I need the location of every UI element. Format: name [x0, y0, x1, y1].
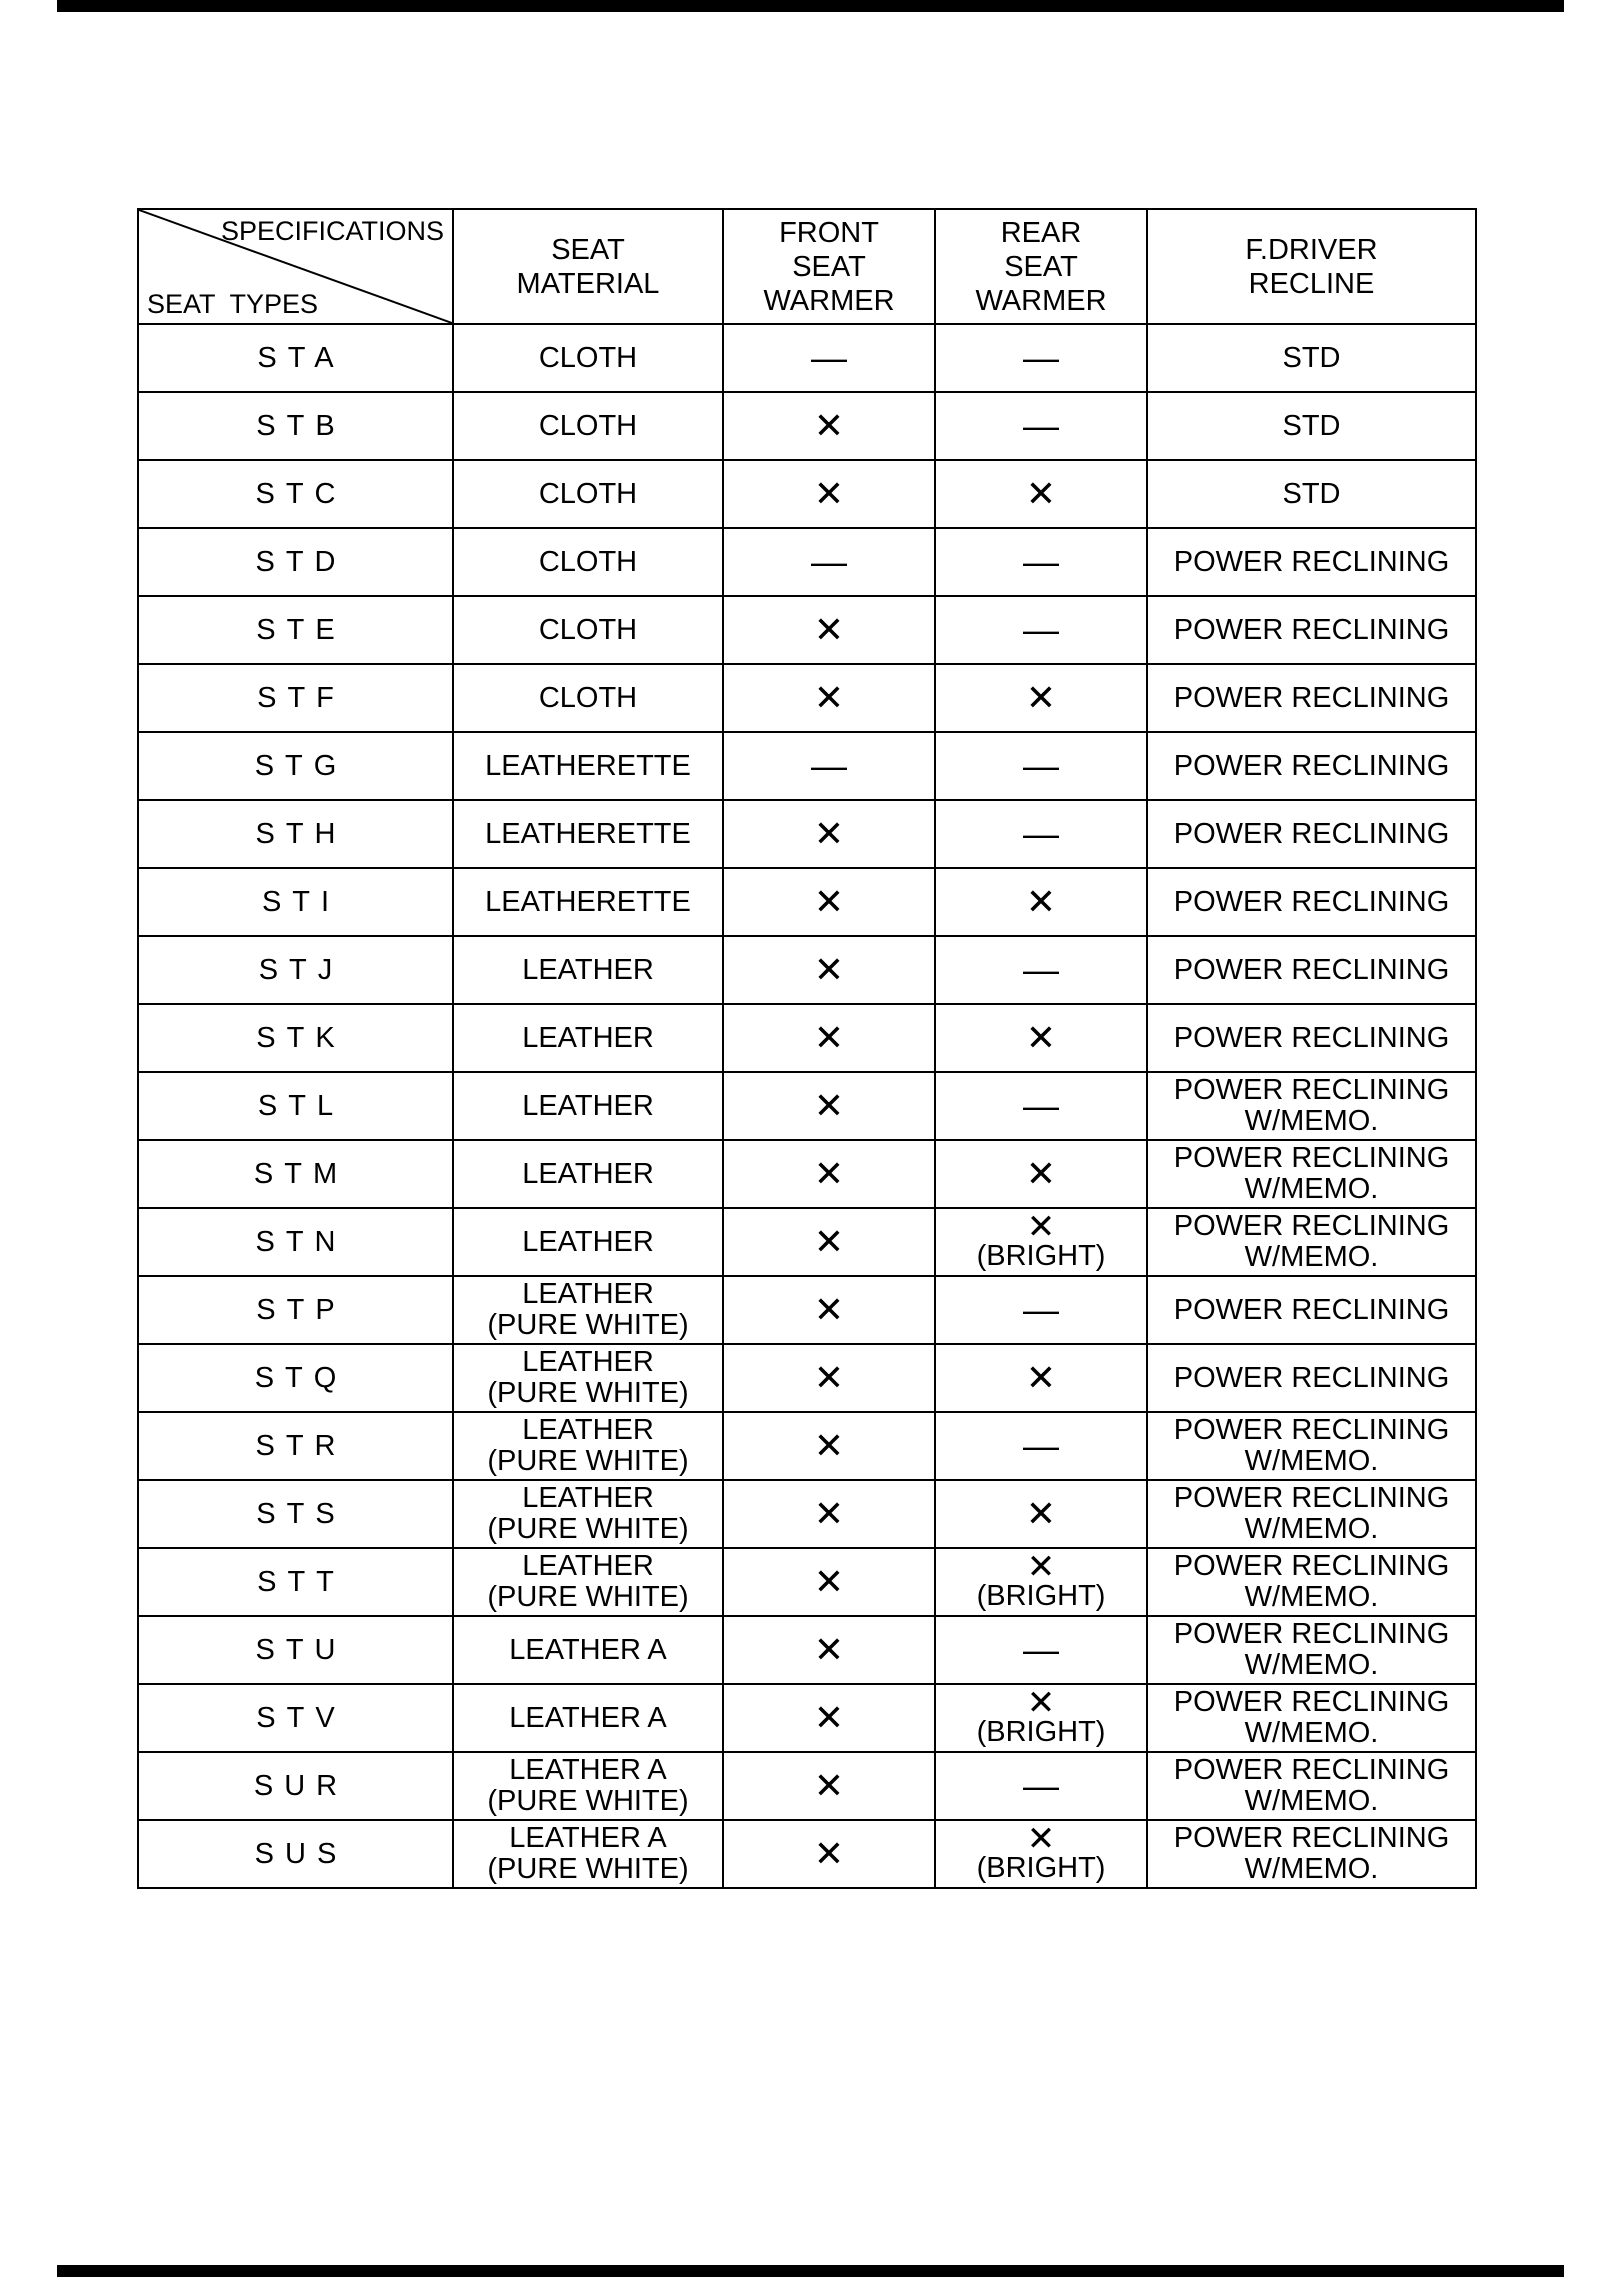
seat-material-cell [453, 392, 723, 460]
seat-type-code: STJ [138, 936, 453, 1004]
cell-text: LEATHER [522, 1414, 654, 1446]
cell-text: CLOTH [538, 341, 638, 374]
dash-icon: — [811, 337, 847, 378]
seat-type-code: SUR [138, 1752, 453, 1820]
rear-seat-warmer-cell [935, 1344, 1147, 1412]
rear-seat-warmer-cell [935, 1208, 1147, 1276]
front-seat-warmer-cell [723, 1208, 935, 1276]
f-driver-recline-cell [1147, 1276, 1476, 1344]
cell-text: POWER RECLINING [1173, 1361, 1450, 1394]
seat-type-code: STN [138, 1208, 453, 1276]
cell-text: STD [1282, 477, 1341, 510]
front-seat-warmer-cell [723, 460, 935, 528]
cross-icon: ✕ [813, 473, 845, 514]
top-rule [57, 0, 1564, 12]
rear-seat-warmer-cell [935, 596, 1147, 664]
seat-material-cell [453, 596, 723, 664]
table-row [138, 800, 1476, 868]
cell-text: POWER RECLINING [1173, 1210, 1450, 1242]
cross-icon: ✕ [1026, 1684, 1056, 1722]
dash-icon: — [1023, 813, 1059, 854]
specifications-label: SPECIFICATIONS [220, 216, 444, 246]
cell-text: (PURE WHITE) [487, 1445, 689, 1477]
table-row [138, 732, 1476, 800]
seat-material-cell [453, 1276, 723, 1344]
cell-text: W/MEMO. [1244, 1513, 1379, 1545]
seat-type-code: STA [138, 324, 453, 392]
cell-text: LEATHER [522, 1550, 654, 1582]
table-row [138, 936, 1476, 1004]
seat-material-cell [453, 868, 723, 936]
cross-icon: ✕ [1025, 1017, 1057, 1058]
cell-text: W/MEMO. [1244, 1717, 1379, 1749]
cross-icon: ✕ [813, 405, 845, 446]
seat-material-cell [453, 1412, 723, 1480]
cell-text: POWER RECLINING [1173, 1482, 1450, 1514]
seat-material-cell [453, 1140, 723, 1208]
cell-text: W/MEMO. [1244, 1445, 1379, 1477]
front-seat-warmer-cell [723, 1276, 935, 1344]
front-seat-warmer-header: FRONT SEAT WARMER [723, 209, 935, 324]
cell-text: POWER RECLINING [1173, 1414, 1450, 1446]
dash-icon: — [1023, 405, 1059, 446]
f-driver-recline-cell [1147, 732, 1476, 800]
cell-text: POWER RECLINING [1173, 1618, 1450, 1650]
front-seat-warmer-cell [723, 1820, 935, 1888]
cell-text: W/MEMO. [1244, 1173, 1379, 1205]
cell-text: POWER RECLINING [1173, 1754, 1450, 1786]
cross-icon: ✕ [813, 949, 845, 990]
cell-text: POWER RECLINING [1173, 1142, 1450, 1174]
cell-text: LEATHERETTE [485, 817, 691, 850]
f-driver-recline-cell [1147, 1412, 1476, 1480]
cell-text: LEATHERETTE [485, 885, 691, 918]
rear-seat-warmer-cell [935, 1820, 1147, 1888]
cross-icon: ✕ [813, 1765, 845, 1806]
seat-material-cell [453, 1752, 723, 1820]
cross-icon: ✕ [813, 1017, 845, 1058]
front-seat-warmer-cell [723, 1684, 935, 1752]
cell-text: LEATHER [522, 1346, 654, 1378]
seat-spec-table [137, 208, 1477, 1889]
f-driver-recline-cell [1147, 1752, 1476, 1820]
cell-text: CLOTH [538, 681, 638, 714]
cell-text: CLOTH [538, 409, 638, 442]
front-seat-warmer-cell [723, 1072, 935, 1140]
cross-icon: ✕ [813, 1561, 845, 1602]
rear-seat-warmer-header: REAR SEAT WARMER [935, 209, 1147, 324]
seat-types-label: SEAT TYPES [147, 289, 319, 319]
rear-seat-warmer-cell [935, 1616, 1147, 1684]
dash-icon: — [1023, 337, 1059, 378]
table-row [138, 1480, 1476, 1548]
f-driver-recline-cell [1147, 596, 1476, 664]
seat-material-cell [453, 1616, 723, 1684]
seat-material-cell [453, 1548, 723, 1616]
f-driver-recline-cell [1147, 1480, 1476, 1548]
cross-icon: ✕ [813, 1153, 845, 1194]
rear-seat-warmer-cell [935, 1480, 1147, 1548]
dash-icon: — [1023, 1425, 1059, 1466]
seat-type-code: STM [138, 1140, 453, 1208]
cell-text: LEATHER [522, 1482, 654, 1514]
dash-icon: — [811, 745, 847, 786]
seat-type-code: STP [138, 1276, 453, 1344]
seat-material-cell [453, 324, 723, 392]
seat-type-code: STH [138, 800, 453, 868]
rear-seat-warmer-cell [935, 1684, 1147, 1752]
f-driver-recline-cell [1147, 664, 1476, 732]
rear-seat-warmer-cell [935, 1412, 1147, 1480]
seat-type-code: STF [138, 664, 453, 732]
cross-icon: ✕ [1025, 1493, 1057, 1534]
dash-icon: — [1023, 1629, 1059, 1670]
bottom-rule [57, 2265, 1564, 2277]
seat-material-cell [453, 732, 723, 800]
cell-text: POWER RECLINING [1173, 1686, 1450, 1718]
f-driver-recline-cell [1147, 868, 1476, 936]
f-driver-recline-cell [1147, 460, 1476, 528]
front-seat-warmer-cell [723, 324, 935, 392]
f-driver-recline-cell [1147, 1208, 1476, 1276]
cell-text: POWER RECLINING [1173, 681, 1450, 714]
table-row [138, 1548, 1476, 1616]
table-row [138, 868, 1476, 936]
cell-text: POWER RECLINING [1173, 545, 1450, 578]
front-seat-warmer-cell [723, 936, 935, 1004]
f-driver-recline-cell [1147, 1072, 1476, 1140]
cross-icon: ✕ [813, 813, 845, 854]
cell-text: POWER RECLINING [1173, 817, 1450, 850]
cell-text: LEATHER [522, 1278, 654, 1310]
table-row [138, 1140, 1476, 1208]
cross-icon: ✕ [813, 1357, 845, 1398]
rear-seat-warmer-cell [935, 1004, 1147, 1072]
seat-type-code: STL [138, 1072, 453, 1140]
table-row [138, 324, 1476, 392]
cross-icon: ✕ [1025, 1153, 1057, 1194]
f-driver-recline-cell [1147, 1616, 1476, 1684]
rear-seat-warmer-cell [935, 392, 1147, 460]
f-driver-recline-cell [1147, 936, 1476, 1004]
seat-material-cell [453, 1344, 723, 1412]
cross-icon: ✕ [1026, 1208, 1056, 1246]
front-seat-warmer-cell [723, 1752, 935, 1820]
rear-seat-warmer-cell [935, 1752, 1147, 1820]
front-seat-warmer-cell [723, 1412, 935, 1480]
cross-icon: ✕ [813, 881, 845, 922]
cell-text: W/MEMO. [1244, 1649, 1379, 1681]
cell-text: (PURE WHITE) [487, 1309, 689, 1341]
cell-text: LEATHER A [509, 1701, 667, 1734]
cell-text: (BRIGHT) [976, 1239, 1106, 1272]
cell-text: POWER RECLINING [1173, 1074, 1450, 1106]
front-seat-warmer-cell [723, 732, 935, 800]
cell-text: W/MEMO. [1244, 1241, 1379, 1273]
cell-text: W/MEMO. [1244, 1853, 1379, 1885]
table-row [138, 664, 1476, 732]
table-row [138, 1752, 1476, 1820]
front-seat-warmer-cell [723, 1548, 935, 1616]
corner-header-cell [138, 209, 453, 324]
dash-icon: — [1023, 745, 1059, 786]
front-seat-warmer-cell [723, 1004, 935, 1072]
cross-icon: ✕ [813, 1289, 845, 1330]
seat-material-header: SEAT MATERIAL [453, 209, 723, 324]
dash-icon: — [1023, 1085, 1059, 1126]
cell-text: LEATHER [522, 1157, 654, 1190]
cross-icon: ✕ [1025, 677, 1057, 718]
table-row [138, 1820, 1476, 1888]
cross-icon: ✕ [813, 1085, 845, 1126]
cross-icon: ✕ [1025, 881, 1057, 922]
seat-type-code: STS [138, 1480, 453, 1548]
rear-seat-warmer-cell [935, 800, 1147, 868]
f-driver-recline-cell [1147, 392, 1476, 460]
seat-type-code: STQ [138, 1344, 453, 1412]
cross-icon: ✕ [813, 1493, 845, 1534]
rear-seat-warmer-cell [935, 664, 1147, 732]
seat-type-code: STK [138, 1004, 453, 1072]
cell-text: LEATHER A [509, 1633, 667, 1666]
cell-text: LEATHER [522, 953, 654, 986]
front-seat-warmer-cell [723, 1140, 935, 1208]
table-row [138, 392, 1476, 460]
seat-material-cell [453, 1820, 723, 1888]
cross-icon: ✕ [1025, 1357, 1057, 1398]
table-row [138, 1072, 1476, 1140]
f-driver-recline-header: F.DRIVER RECLINE [1147, 209, 1476, 324]
dash-icon: — [1023, 541, 1059, 582]
seat-type-code: SUS [138, 1820, 453, 1888]
seat-material-cell [453, 936, 723, 1004]
f-driver-recline-cell [1147, 324, 1476, 392]
cell-text: LEATHER A [509, 1822, 667, 1854]
f-driver-recline-cell [1147, 1344, 1476, 1412]
table-row [138, 1004, 1476, 1072]
cell-text: POWER RECLINING [1173, 1550, 1450, 1582]
table-row [138, 1684, 1476, 1752]
cell-text: POWER RECLINING [1173, 1021, 1450, 1054]
f-driver-recline-cell [1147, 528, 1476, 596]
front-seat-warmer-cell [723, 800, 935, 868]
rear-seat-warmer-cell [935, 460, 1147, 528]
f-driver-recline-cell [1147, 1140, 1476, 1208]
front-seat-warmer-cell [723, 664, 935, 732]
rear-seat-warmer-cell [935, 1548, 1147, 1616]
table-row [138, 1412, 1476, 1480]
f-driver-recline-cell [1147, 1548, 1476, 1616]
seat-type-code: STV [138, 1684, 453, 1752]
seat-material-cell [453, 664, 723, 732]
cell-text: POWER RECLINING [1173, 1822, 1450, 1854]
cell-text: LEATHER [522, 1225, 654, 1258]
cell-text: CLOTH [538, 477, 638, 510]
cross-icon: ✕ [813, 1425, 845, 1466]
cell-text: (PURE WHITE) [487, 1377, 689, 1409]
table-row [138, 1616, 1476, 1684]
table-row [138, 596, 1476, 664]
seat-type-code: STR [138, 1412, 453, 1480]
seat-material-cell [453, 1208, 723, 1276]
table-row [138, 460, 1476, 528]
table-row [138, 1276, 1476, 1344]
table-row [138, 1344, 1476, 1412]
front-seat-warmer-cell [723, 528, 935, 596]
rear-seat-warmer-cell [935, 868, 1147, 936]
front-seat-warmer-cell [723, 596, 935, 664]
cell-text: (BRIGHT) [976, 1851, 1106, 1884]
seat-type-code: STT [138, 1548, 453, 1616]
front-seat-warmer-cell [723, 1344, 935, 1412]
cell-text: LEATHER [522, 1021, 654, 1054]
rear-seat-warmer-cell [935, 1140, 1147, 1208]
rear-seat-warmer-cell [935, 732, 1147, 800]
cell-text: W/MEMO. [1244, 1105, 1379, 1137]
f-driver-recline-cell [1147, 1004, 1476, 1072]
cell-text: LEATHER A [509, 1754, 667, 1786]
seat-type-code: STE [138, 596, 453, 664]
seat-type-code: STC [138, 460, 453, 528]
f-driver-recline-cell [1147, 800, 1476, 868]
cell-text: LEATHERETTE [485, 749, 691, 782]
header-row [138, 209, 1476, 324]
cross-icon: ✕ [813, 1697, 845, 1738]
table-row [138, 1208, 1476, 1276]
front-seat-warmer-cell [723, 392, 935, 460]
seat-material-cell [453, 528, 723, 596]
cross-icon: ✕ [813, 1629, 845, 1670]
seat-type-code: STI [138, 868, 453, 936]
front-seat-warmer-cell [723, 1616, 935, 1684]
cross-icon: ✕ [813, 1221, 845, 1262]
cell-text: LEATHER [522, 1089, 654, 1122]
seat-type-code: STU [138, 1616, 453, 1684]
cell-text: (PURE WHITE) [487, 1785, 689, 1817]
rear-seat-warmer-cell [935, 1276, 1147, 1344]
seat-type-code: STG [138, 732, 453, 800]
rear-seat-warmer-cell [935, 936, 1147, 1004]
seat-type-code: STD [138, 528, 453, 596]
cell-text: (PURE WHITE) [487, 1853, 689, 1885]
f-driver-recline-cell [1147, 1820, 1476, 1888]
dash-icon: — [1023, 1765, 1059, 1806]
dash-icon: — [1023, 1289, 1059, 1330]
rear-seat-warmer-cell [935, 528, 1147, 596]
cross-icon: ✕ [1026, 1548, 1056, 1586]
table-row [138, 528, 1476, 596]
cell-text: CLOTH [538, 613, 638, 646]
rear-seat-warmer-cell [935, 1072, 1147, 1140]
seat-type-code: STB [138, 392, 453, 460]
cell-text: (PURE WHITE) [487, 1581, 689, 1613]
cell-text: (BRIGHT) [976, 1579, 1106, 1612]
front-seat-warmer-cell [723, 868, 935, 936]
seat-material-cell [453, 1684, 723, 1752]
cell-text: (PURE WHITE) [487, 1513, 689, 1545]
seat-material-cell [453, 1004, 723, 1072]
cell-text: W/MEMO. [1244, 1581, 1379, 1613]
seat-material-cell [453, 800, 723, 868]
dash-icon: — [1023, 949, 1059, 990]
cell-text: POWER RECLINING [1173, 1293, 1450, 1326]
cell-text: STD [1282, 341, 1341, 374]
seat-material-cell [453, 1480, 723, 1548]
cross-icon: ✕ [1025, 473, 1057, 514]
cell-text: POWER RECLINING [1173, 749, 1450, 782]
cross-icon: ✕ [813, 609, 845, 650]
cell-text: POWER RECLINING [1173, 885, 1450, 918]
rear-seat-warmer-cell [935, 324, 1147, 392]
cross-icon: ✕ [1026, 1820, 1056, 1858]
seat-material-cell [453, 460, 723, 528]
cross-icon: ✕ [813, 677, 845, 718]
dash-icon: — [1023, 609, 1059, 650]
cell-text: (BRIGHT) [976, 1715, 1106, 1748]
cell-text: POWER RECLINING [1173, 953, 1450, 986]
seat-material-cell [453, 1072, 723, 1140]
cross-icon: ✕ [813, 1833, 845, 1874]
cell-text: STD [1282, 409, 1341, 442]
table-body [138, 324, 1476, 1888]
f-driver-recline-cell [1147, 1684, 1476, 1752]
cell-text: POWER RECLINING [1173, 613, 1450, 646]
front-seat-warmer-cell [723, 1480, 935, 1548]
cell-text: W/MEMO. [1244, 1785, 1379, 1817]
cell-text: CLOTH [538, 545, 638, 578]
dash-icon: — [811, 541, 847, 582]
